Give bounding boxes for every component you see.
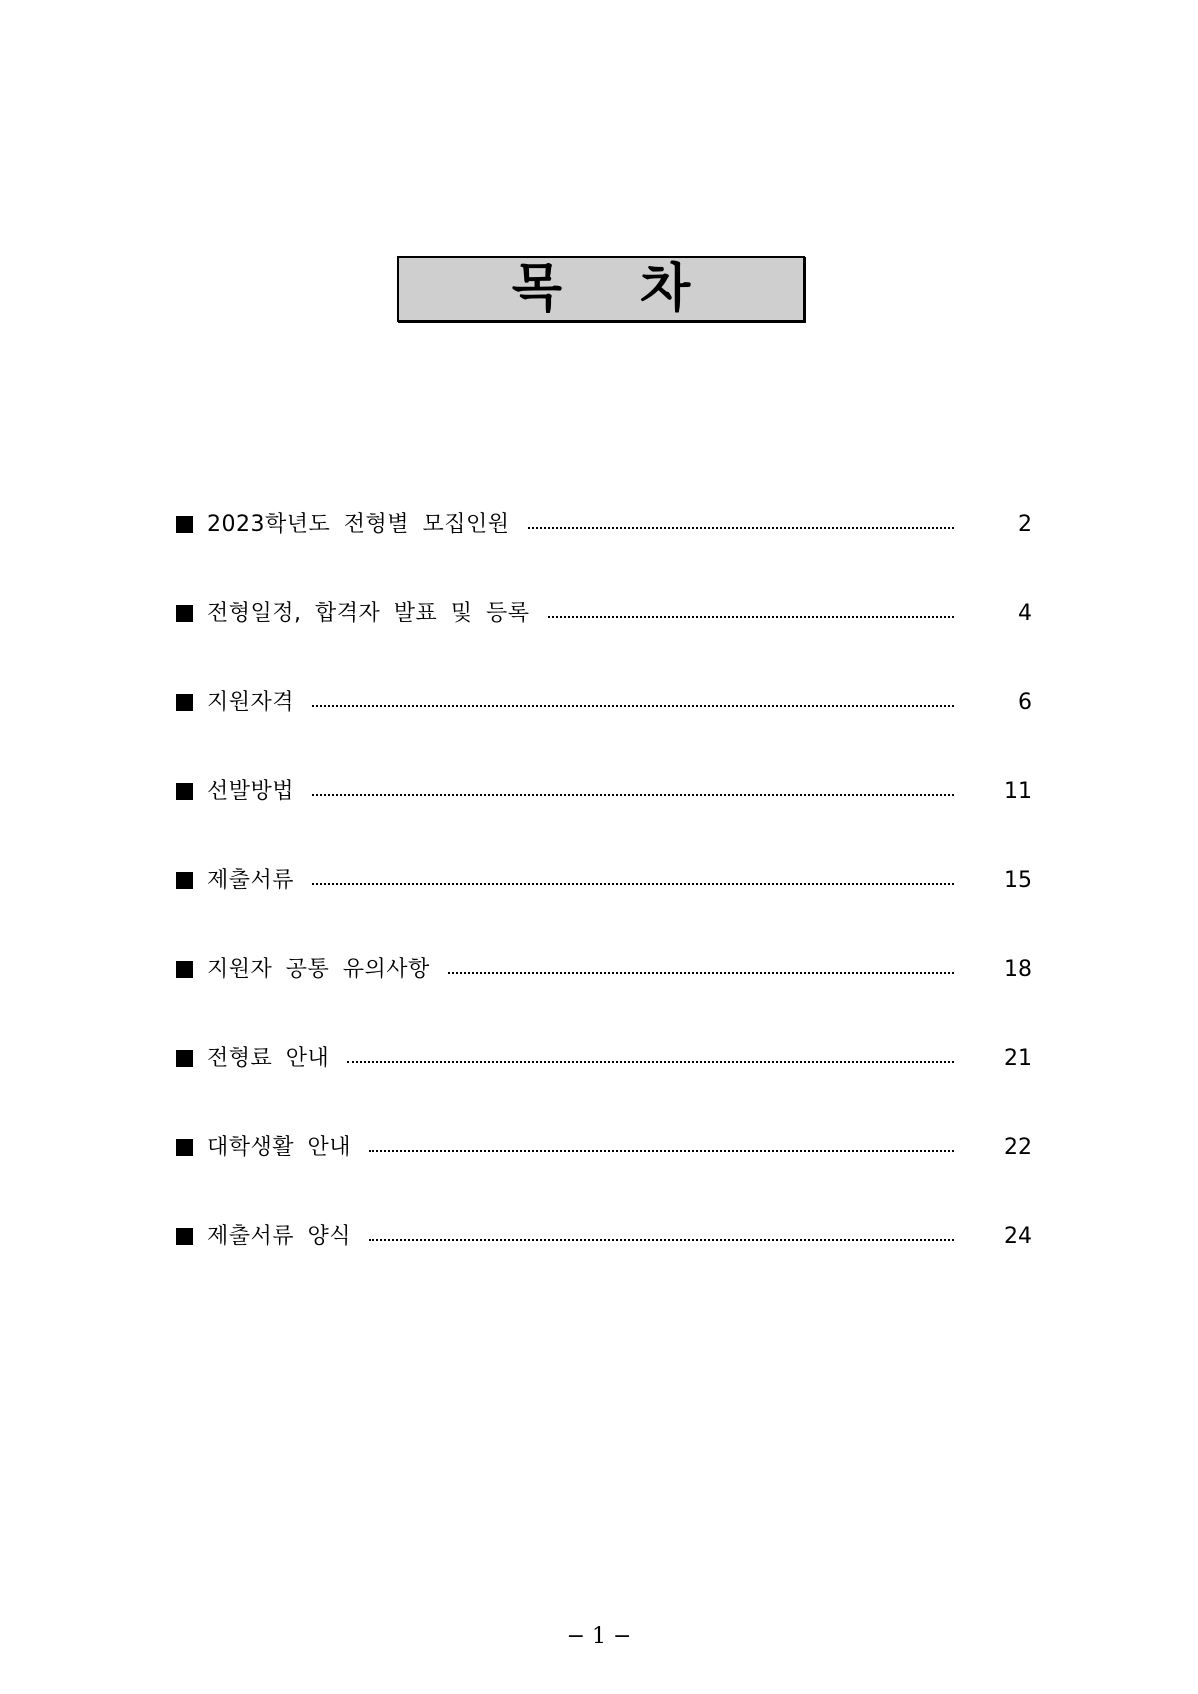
- toc-entry-page: 6: [1018, 689, 1032, 715]
- toc-entry-page: 22: [1004, 1134, 1032, 1160]
- title-box: [397, 256, 805, 322]
- toc-entry-page: 18: [1004, 956, 1032, 982]
- dotted-leader: [548, 616, 955, 618]
- toc-entry[interactable]: [176, 658, 1032, 747]
- square-bullet-icon: [176, 694, 193, 711]
- toc-entry-page: 24: [1004, 1223, 1032, 1249]
- toc-entry-page: 11: [1004, 778, 1032, 804]
- toc-entry-page: 15: [1004, 867, 1032, 893]
- square-bullet-icon: [176, 1228, 193, 1245]
- toc-entry-page: 21: [1004, 1045, 1032, 1071]
- dotted-leader: [528, 527, 955, 529]
- dotted-leader: [312, 794, 954, 796]
- square-bullet-icon: [176, 961, 193, 978]
- toc-entry[interactable]: [176, 1103, 1032, 1192]
- toc-entry-label: 전형료 안내: [207, 1045, 330, 1071]
- toc-entry[interactable]: [176, 480, 1032, 569]
- toc-entry[interactable]: [176, 1014, 1032, 1103]
- dotted-leader: [369, 1150, 954, 1152]
- toc-entry-label: 지원자격: [207, 689, 295, 715]
- dotted-leader: [312, 705, 954, 707]
- dotted-leader: [448, 972, 954, 974]
- square-bullet-icon: [176, 1139, 193, 1156]
- toc-entry-page: 4: [1018, 600, 1032, 626]
- toc-entry[interactable]: [176, 925, 1032, 1014]
- toc-entry-label: 선발방법: [207, 778, 295, 804]
- toc-entry-label: 제출서류 양식: [207, 1223, 352, 1249]
- toc-entry-label: 전형일정, 합격자 발표 및 등록: [207, 600, 530, 626]
- page-title: 목차: [511, 259, 769, 319]
- square-bullet-icon: [176, 516, 193, 533]
- toc-entry-label: 지원자 공통 유의사항: [207, 956, 430, 982]
- dotted-leader: [369, 1239, 954, 1241]
- table-of-contents: [176, 480, 1032, 1281]
- square-bullet-icon: [176, 872, 193, 889]
- toc-entry-label: 제출서류: [207, 867, 295, 893]
- dotted-leader: [347, 1061, 954, 1063]
- page-number: − 1 −: [566, 1624, 632, 1649]
- toc-entry-label: 2023학년도 전형별 모집인원: [207, 511, 510, 537]
- toc-entry[interactable]: [176, 747, 1032, 836]
- square-bullet-icon: [176, 605, 193, 622]
- square-bullet-icon: [176, 1050, 193, 1067]
- toc-entry-label: 대학생활 안내: [207, 1134, 352, 1160]
- toc-entry[interactable]: [176, 836, 1032, 925]
- toc-entry[interactable]: [176, 1192, 1032, 1281]
- square-bullet-icon: [176, 783, 193, 800]
- dotted-leader: [312, 883, 954, 885]
- toc-entry[interactable]: [176, 569, 1032, 658]
- toc-entry-page: 2: [1018, 511, 1032, 537]
